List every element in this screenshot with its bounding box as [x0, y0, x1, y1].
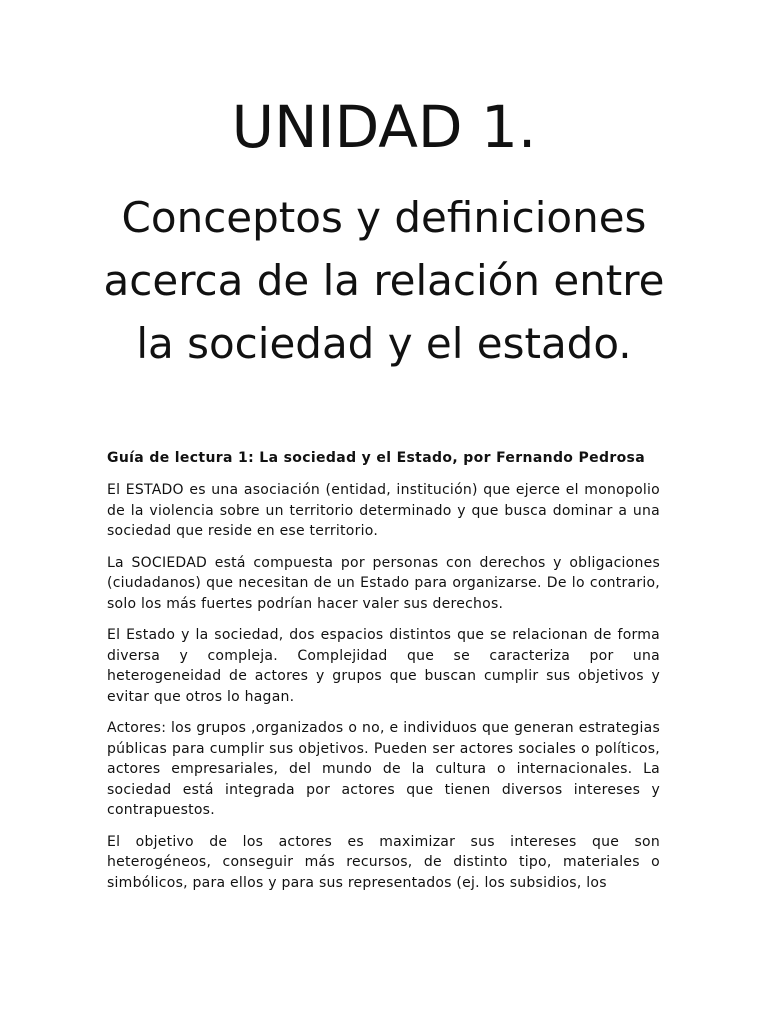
document-body	[107, 448, 660, 904]
paragraph-actores: Actores: los grupos ,organizados o no, e individuos que generan estrategias públicas para cumplir sus objetivos. Pueden ser actores sociales o políticos, actores empresariales, del mundo de la cultura o internacionales. La sociedad está integrada por actores que tienen diversos intereses y contrapuestos.	[107, 720, 660, 818]
reading-guide-heading: Guía de lectura 1: La sociedad y el Estado, por Fernando Pedrosa	[107, 450, 646, 466]
paragraph-sociedad: La SOCIEDAD está compuesta por personas con derechos y obligaciones (ciudadanos) que necesitan de un Estado para organizarse. De lo contrario, solo los más fuertes podrían hacer valer sus derechos.	[107, 554, 660, 612]
paragraph-relacion: El Estado y la sociedad, dos espacios distintos que se relacionan de forma diversa y compleja. Complejidad que se caracteriza por una heterogeneidad de actores y grupos que buscan cumplir sus objetivos y evitar que otros lo hagan.	[107, 627, 660, 705]
paragraph-estado: El ESTADO es una asociación (entidad, institución) que ejerce el monopolio de la violencia sobre un territorio determinado y que busca dominar a una sociedad que reside en ese territorio.	[107, 482, 660, 539]
paragraph-objetivo: El objetivo de los actores es maximizar sus intereses que son heterogéneos, conseguir más recursos, de distinto tipo, materiales o simbólicos, para ellos y para sus representados (ej. los subsidios, los	[107, 833, 660, 891]
unit-subtitle: Conceptos y definiciones acerca de la relación entre la sociedad y el estado.	[103, 193, 665, 368]
unit-title: UNIDAD 1.	[231, 93, 537, 161]
